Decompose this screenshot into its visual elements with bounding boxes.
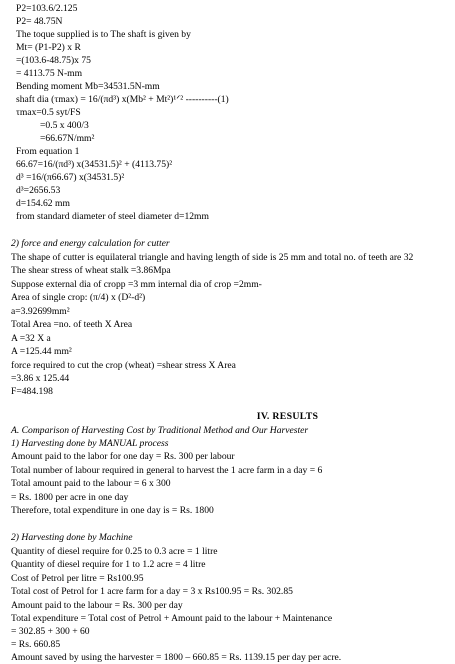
text-line: Suppose external dia of cropp =3 mm internal dia of crop =2mm-: [11, 279, 262, 290]
text-line: Total number of labour required in general to harvest the 1 acre farm in a day = 6: [11, 465, 323, 476]
text-line: = 302.85 + 300 + 60: [11, 626, 90, 637]
text-line: Total Area =no. of teeth X Area: [11, 319, 133, 330]
text-line: force required to cut the crop (wheat) =shear stress X Area: [11, 360, 236, 371]
text-line: Amount paid to the labor for one day = Rs. 300 per labour: [11, 451, 235, 462]
section-heading: 2) force and energy calculation for cutter: [11, 238, 170, 249]
text-line: The shear stress of wheat stalk =3.86Mpa: [11, 265, 171, 276]
text-line: The toque supplied is to The shaft is given by: [16, 29, 191, 40]
text-line: Quantity of diesel require for 1 to 1.2 acre = 4 litre: [11, 559, 206, 570]
text-line: Therefore, total expenditure in one day is = Rs. 1800: [11, 505, 214, 516]
text-line: d=154.62 mm: [16, 198, 70, 209]
text-line: Mt= (P1-P2) x R: [16, 42, 81, 53]
text-line: From equation 1: [16, 146, 80, 157]
equation-line: 66.67=16/(πd³) x(34531.5)² + (4113.75)²: [16, 159, 173, 170]
text-line: F=484.198: [11, 386, 53, 397]
text-line: A =32 X a: [11, 333, 51, 344]
equation-line: shaft dia (τmax) = 16/(πd³) x(Mb² + Mt²)¹ᐟ² ----------(1): [16, 94, 229, 105]
text-line: Total amount paid to the labour = 6 x 300: [11, 478, 171, 489]
text-line: a=3.92699mm²: [11, 306, 70, 317]
text-line: Quantity of diesel require for 0.25 to 0.3 acre = 1 litre: [11, 546, 218, 557]
manual-heading: 1) Harvesting done by MANUAL process: [11, 438, 169, 449]
results-title: IV. RESULTS: [256, 411, 319, 422]
text-line: Total cost of Petrol for 1 acre farm for a day = 3 x Rs100.95 = Rs. 302.85: [11, 586, 293, 597]
text-line: The shape of cutter is equilateral triangle and having length of side is 25 mm and total no. of teeth are 32: [11, 252, 414, 263]
text-line: Amount paid to the labour = Rs. 300 per day: [11, 600, 183, 611]
text-line: τmax=0.5 syt/FS: [16, 107, 81, 118]
text-line: = Rs. 1800 per acre in one day: [11, 492, 129, 503]
equation-line: Area of single crop: (π/4) x (D²-d²): [11, 292, 146, 303]
text-line: from standard diameter of steel diameter d=12mm: [16, 211, 209, 222]
text-line: =3.86 x 125.44: [11, 373, 70, 384]
machine-heading: 2) Harvesting done by Machine: [11, 532, 133, 543]
text-line: = 4113.75 N-mm: [16, 68, 83, 79]
text-line: = Rs. 660.85: [11, 639, 61, 650]
equation-line: d³ =16/(π66.67) x(34531.5)²: [16, 172, 125, 183]
text-line: Total expenditure = Total cost of Petrol + Amount paid to the labour + Maintenance: [11, 613, 333, 624]
text-line: =66.67N/mm²: [40, 133, 95, 144]
text-line: Bending moment Mb=34531.5N-mm: [16, 81, 160, 92]
subsection-heading: A. Comparison of Harvesting Cost by Traditional Method and Our Harvester: [11, 425, 309, 436]
text-line: A =125.44 mm²: [11, 346, 72, 357]
text-line: =0.5 x 400/3: [40, 120, 89, 131]
text-line: Cost of Petrol per litre = Rs100.95: [11, 573, 144, 584]
text-line: P2= 48.75N: [16, 16, 63, 27]
text-line: P2=103.6/2.125: [16, 3, 78, 14]
text-line: d³=2656.53: [16, 185, 61, 196]
text-line: Amount saved by using the harvester = 1800 – 660.85 = Rs. 1139.15 per day per acre.: [11, 652, 342, 663]
text-line: =(103.6-48.75)x 75: [16, 55, 91, 66]
